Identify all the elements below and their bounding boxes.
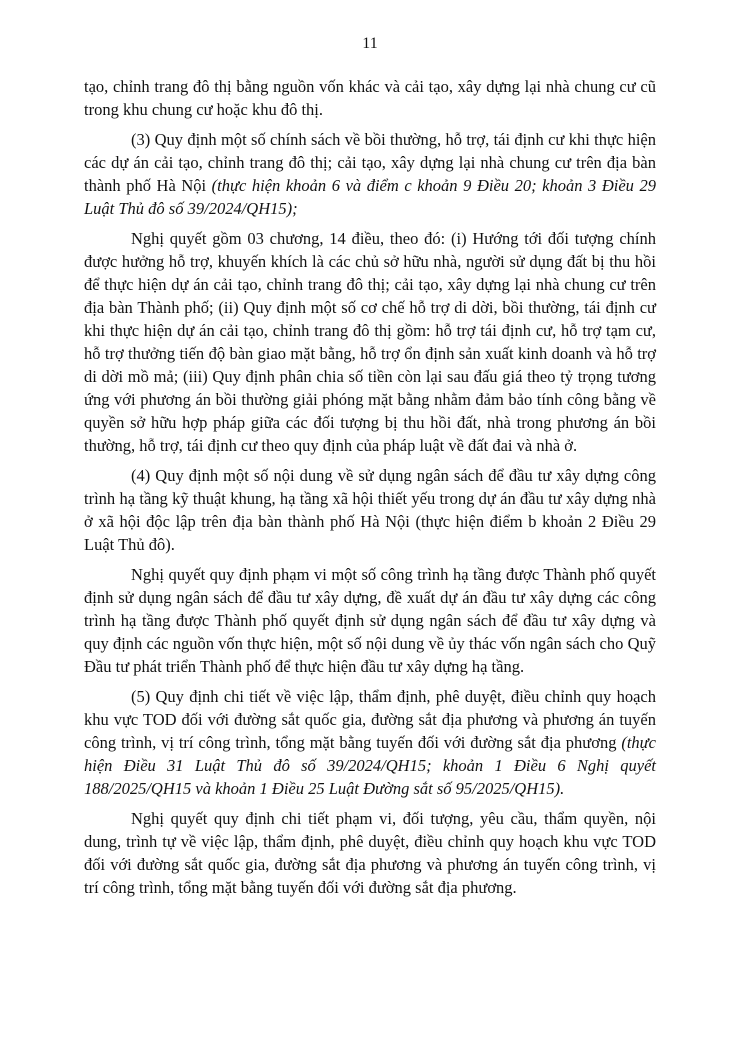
legal-citation: (thực hiện Điều 31 Luật Thủ đô số 39/2024/QH15; khoản 1 Điều 6 Nghị quyết 188/2025/QH15 và khoản 1 Điều 25 Luật Đường sắt số 95/2025/QH15). bbox=[84, 733, 656, 798]
page-number: 11 bbox=[362, 35, 378, 52]
paragraph-item-3 bbox=[84, 128, 656, 220]
document-body bbox=[84, 75, 656, 899]
paragraph-resolution-scope bbox=[84, 563, 656, 678]
paragraph-text: (5) Quy định chi tiết về việc lập, thẩm định, phê duyệt, điều chỉnh quy hoạch khu vực TOD đối với đường sắt quốc gia, đường sắt địa phương và phương án tuyến công trình, vị trí công trình, tổng mặt bằng tuyến đối với đường sắt địa phương bbox=[84, 687, 656, 752]
paragraph-text: (3) Quy định một số chính sách về bồi thường, hỗ trợ, tái định cư khi thực hiện các dự án cải tạo, chỉnh trang đô thị; cải tạo, xây dựng lại nhà chung cư trên địa bàn thành phố Hà Nội bbox=[84, 130, 656, 195]
paragraph-resolution-summary bbox=[84, 227, 656, 457]
legal-citation: (thực hiện khoản 6 và điểm c khoản 9 Điều 20; khoản 3 Điều 29 Luật Thủ đô số 39/2024/QH15); bbox=[84, 176, 656, 218]
paragraph-continuation bbox=[84, 75, 656, 121]
paragraph-item-5 bbox=[84, 685, 656, 800]
paragraph-text: (4) Quy định một số nội dung về sử dụng ngân sách để đầu tư xây dựng công trình hạ tầng kỹ thuật khung, hạ tầng xã hội thiết yếu trong dự án đầu tư xây dựng nhà ở xã hội độc lập trên địa bàn thành phố Hà Nội (thực hiện điểm b khoản 2 Điều 29 Luật Thủ đô). bbox=[84, 466, 656, 554]
paragraph-text: Nghị quyết quy định phạm vi một số công trình hạ tầng được Thành phố quyết định sử dụng ngân sách để đầu tư xây dựng, đề xuất dự án đầu tư xây dựng các công trình hạ tầng được Thành phố quyết định sử dụng ngân sách để đầu tư xây dựng và quy định các nguồn vốn thực hiện, một số nội dung về ủy thác vốn ngân sách cho Quỹ Đầu tư phát triển Thành phố để thực hiện đầu tư xây dựng hạ tầng. bbox=[84, 565, 656, 676]
paragraph-text: tạo, chỉnh trang đô thị bằng nguồn vốn khác và cải tạo, xây dựng lại nhà chung cư cũ trong khu chung cư hoặc khu đô thị. bbox=[84, 77, 656, 119]
paragraph-text: Nghị quyết quy định chi tiết phạm vi, đối tượng, yêu cầu, thẩm quyền, nội dung, trình tự về việc lập, thẩm định, phê duyệt, điều chỉnh quy hoạch khu vực TOD đối với đường sắt quốc gia, đường sắt địa phương và phương án tuyến công trình, vị trí công trình, tổng mặt bằng tuyến đối với đường sắt địa phương. bbox=[84, 809, 656, 897]
paragraph-text: Nghị quyết gồm 03 chương, 14 điều, theo đó: (i) Hướng tới đối tượng chính được hưởng hỗ trợ, khuyến khích là các chủ sở hữu nhà, người sử dụng đất bị thu hồi để thực hiện dự án cải tạo, chỉnh trang đô thị; cải tạo, xây dựng lại nhà chung cư trên địa bàn Thành phố; (ii) Quy định một số cơ chế hỗ trợ di dời, bồi thường, tái định cư khi thực hiện dự án cải tạo, chỉnh trang đô thị gồm: hỗ trợ tái định cư, hỗ trợ tạm cư, hỗ trợ thưởng tiến độ bàn giao mặt bằng, hỗ trợ ổn định sản xuất kinh doanh và hỗ trợ di dời mồ mả; (iii) Quy định phân chia số tiền còn lại sau đấu giá theo tỷ trọng tương ứng với phương án bồi thường giải phóng mặt bằng nhằm đảm bảo tính công bằng về quyền sở hữu hợp pháp giữa các đối tượng bị thu hồi đất, nhà trong phương án bồi thường, hỗ trợ, tái định cư theo quy định của pháp luật về đất đai và nhà ở. bbox=[84, 229, 656, 455]
paragraph-item-4 bbox=[84, 464, 656, 556]
paragraph-resolution-detail bbox=[84, 807, 656, 899]
